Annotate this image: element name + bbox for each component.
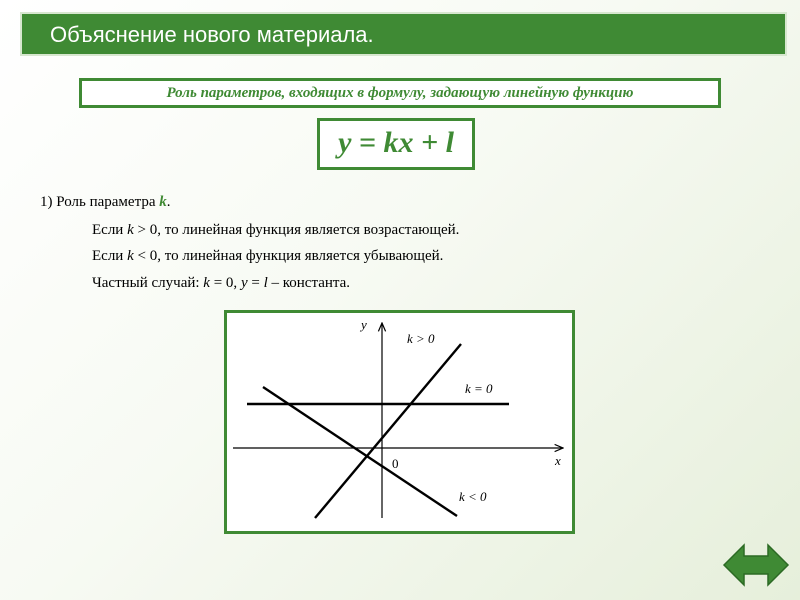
- page-title: Объяснение нового материала.: [50, 22, 374, 47]
- role-param: k: [159, 194, 167, 210]
- line-param: k: [127, 222, 134, 238]
- graph-svg: [227, 313, 572, 531]
- double-arrow-icon[interactable]: [722, 543, 790, 587]
- role-heading: [40, 194, 170, 211]
- line-text: Если: [92, 222, 128, 238]
- formula-box: y = kx + l: [317, 118, 475, 170]
- line-decreasing: [92, 248, 443, 265]
- label-k-positive: k > 0: [407, 331, 435, 346]
- label-k-negative: k < 0: [459, 489, 487, 504]
- y-axis-label: y: [361, 317, 367, 332]
- header-bar: [20, 12, 787, 56]
- line-increasing: [92, 222, 459, 239]
- line-text: = 0,: [209, 275, 241, 291]
- x-axis-label: x: [555, 453, 561, 468]
- line-text: < 0, то линейная функция является убывающей.: [133, 248, 444, 264]
- origin-label: 0: [392, 456, 399, 471]
- subtitle-box: Роль параметров, входящих в формулу, задающую линейную функцию: [79, 78, 721, 108]
- line-param: y: [240, 275, 248, 291]
- line-text: Если: [92, 248, 128, 264]
- role-suffix: .: [166, 194, 171, 210]
- line-text: – константа.: [267, 275, 351, 291]
- line-param: l: [263, 275, 268, 291]
- line-text: > 0, то линейная функция является возрастающей.: [133, 222, 460, 238]
- line-param: k: [203, 275, 210, 291]
- graph-box: [224, 310, 575, 534]
- label-k-zero: k = 0: [465, 381, 493, 396]
- line-text: Частный случай:: [92, 275, 204, 291]
- line-special-case: [92, 275, 350, 292]
- line-text: =: [247, 275, 264, 291]
- role-prefix: 1) Роль параметра: [40, 194, 160, 210]
- line-k-negative: [263, 387, 457, 516]
- line-param: k: [127, 248, 134, 264]
- line-k-positive: [315, 344, 461, 518]
